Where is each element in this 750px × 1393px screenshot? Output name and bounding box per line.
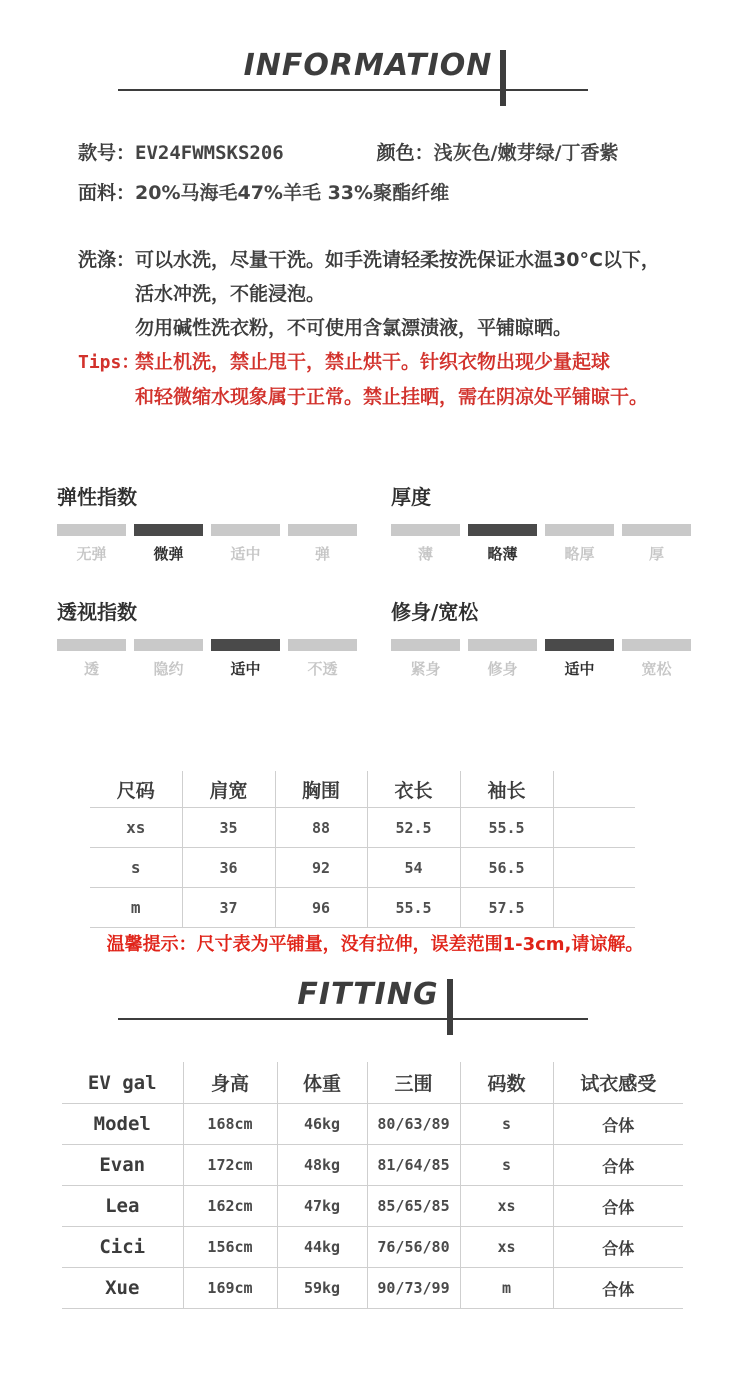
fitting-table-row	[62, 1268, 683, 1309]
fitting-cell: xs	[460, 1186, 553, 1227]
fitting-accent-bar	[447, 979, 453, 1035]
size-table	[90, 771, 635, 928]
fitting-cell: 59kg	[277, 1268, 367, 1309]
fitting-header-cell: EV gal	[62, 1062, 183, 1104]
fitting-title: FITTING	[297, 977, 439, 1012]
indicator-bar	[211, 524, 280, 536]
indicator-bar	[391, 524, 460, 536]
indicator-bar	[57, 524, 126, 536]
tips-line: 和轻微缩水现象属于正常。禁止挂晒，需在阴凉处平铺晾干。	[135, 386, 649, 408]
indicator-bar-selected	[545, 639, 614, 651]
indicator-fit	[391, 599, 691, 679]
fitting-cell: s	[460, 1145, 553, 1186]
information-accent-bar	[500, 50, 506, 106]
indicator-bars	[391, 524, 691, 536]
fitting-cell-name: Evan	[62, 1145, 183, 1186]
fitting-cell-name: Lea	[62, 1186, 183, 1227]
color-item	[377, 142, 619, 164]
fitting-cell-name: Xue	[62, 1268, 183, 1309]
fitting-cell: 168cm	[183, 1104, 277, 1145]
fitting-table-row	[62, 1104, 683, 1145]
indicator-bar	[545, 524, 614, 536]
fitting-cell: m	[460, 1268, 553, 1309]
size-header-cell: 袖长	[460, 771, 553, 808]
indicator-elasticity	[57, 484, 357, 564]
wash-text: 可以水洗，尽量干洗。如手洗请轻柔按洗保证水温30°C以下，	[135, 249, 660, 271]
tips-line	[78, 345, 750, 380]
fitting-cell: 162cm	[183, 1186, 277, 1227]
size-table-header-row	[90, 771, 635, 808]
indicator-bar	[391, 639, 460, 651]
indicator-bar	[622, 524, 691, 536]
indicator-labels	[391, 659, 691, 679]
indicator-bar	[622, 639, 691, 651]
indicator-option-selected: 适中	[564, 660, 595, 678]
indicator-option: 薄	[417, 545, 433, 563]
fitting-header-cell: 码数	[460, 1062, 553, 1104]
indicator-option: 不透	[307, 660, 338, 678]
product-basics	[78, 133, 750, 213]
wash-line	[78, 243, 750, 277]
style-no-value: EV24FWMSKS206	[135, 142, 284, 164]
fitting-cell: 156cm	[183, 1227, 277, 1268]
size-cell: 96	[275, 888, 367, 928]
indicator-bar-selected	[134, 524, 203, 536]
fitting-table	[62, 1062, 683, 1309]
fitting-cell-name: Cici	[62, 1227, 183, 1268]
color-label: 颜色：	[376, 142, 434, 164]
wash-line: 勿用碱性洗衣粉，不可使用含氯漂渍液，平铺晾晒。	[135, 317, 573, 339]
indicator-labels	[57, 659, 357, 679]
fitting-cell: 85/65/85	[367, 1186, 460, 1227]
fitting-table-row	[62, 1145, 683, 1186]
product-info-page	[0, 43, 750, 1309]
indicator-option: 无弹	[76, 545, 107, 563]
fitting-header	[0, 972, 750, 1034]
fitting-cell: 90/73/99	[367, 1268, 460, 1309]
indicator-title: 透视指数	[57, 600, 137, 624]
size-cell: 55.5	[367, 888, 460, 928]
size-cell: 54	[367, 848, 460, 888]
size-header-cell-empty	[553, 771, 635, 808]
tips-label: Tips：	[78, 352, 140, 373]
indicator-option: 透	[83, 660, 99, 678]
indicator-labels	[57, 544, 357, 564]
size-cell: 92	[275, 848, 367, 888]
indicator-bars	[391, 639, 691, 651]
indicator-option: 修身	[487, 660, 518, 678]
indicator-option: 紧身	[410, 660, 441, 678]
size-cell-empty	[553, 808, 635, 848]
fabric-label: 面料：	[78, 182, 136, 204]
fitting-cell-feel: 合体	[553, 1268, 683, 1309]
fitting-cell-feel: 合体	[553, 1104, 683, 1145]
indicator-row-2	[57, 599, 750, 679]
fitting-table-row	[62, 1186, 683, 1227]
tips-text: 禁止机洗，禁止甩干，禁止烘干。针织衣物出现少量起球	[135, 351, 611, 373]
indicator-title: 弹性指数	[57, 485, 137, 509]
indicator-bar	[468, 639, 537, 651]
fitting-cell: s	[460, 1104, 553, 1145]
fitting-cell: 81/64/85	[367, 1145, 460, 1186]
size-cell: xs	[90, 808, 182, 848]
fitting-cell: xs	[460, 1227, 553, 1268]
indicator-bars	[57, 524, 357, 536]
indicator-thickness	[391, 484, 691, 564]
indicator-bar-selected	[468, 524, 537, 536]
indicator-labels	[391, 544, 691, 564]
size-cell-empty	[553, 848, 635, 888]
fitting-cell: 76/56/80	[367, 1227, 460, 1268]
fitting-cell: 44kg	[277, 1227, 367, 1268]
fitting-cell: 48kg	[277, 1145, 367, 1186]
indicator-title: 厚度	[391, 485, 431, 509]
size-cell: m	[90, 888, 182, 928]
wash-label: 洗涤：	[78, 249, 136, 271]
size-header-cell: 尺码	[90, 771, 182, 808]
style-no-label: 款号：	[78, 142, 136, 164]
fitting-table-header-row	[62, 1062, 683, 1104]
fitting-header-cell: 身高	[183, 1062, 277, 1104]
fitting-cell-feel: 合体	[553, 1186, 683, 1227]
size-header-cell: 肩宽	[182, 771, 275, 808]
size-cell: 55.5	[460, 808, 553, 848]
style-and-color-row	[78, 133, 750, 173]
size-cell: 35	[182, 808, 275, 848]
indicator-option: 隐约	[153, 660, 184, 678]
fabric-row	[78, 173, 750, 213]
fitting-cell: 169cm	[183, 1268, 277, 1309]
indicator-bar	[288, 639, 357, 651]
fitting-header-cell: 试衣感受	[553, 1062, 683, 1104]
size-cell: 36	[182, 848, 275, 888]
fitting-cell: 47kg	[277, 1186, 367, 1227]
indicator-bar	[57, 639, 126, 651]
fitting-cell-name: Model	[62, 1104, 183, 1145]
fitting-cell: 46kg	[277, 1104, 367, 1145]
indicator-option: 宽松	[641, 660, 672, 678]
indicator-option: 弹	[314, 545, 330, 563]
indicator-option: 略厚	[564, 545, 595, 563]
size-header-cell: 胸围	[275, 771, 367, 808]
indicator-option-selected: 略薄	[487, 545, 518, 563]
fitting-cell-feel: 合体	[553, 1145, 683, 1186]
indicator-transparency	[57, 599, 357, 679]
fitting-header-cell: 体重	[277, 1062, 367, 1104]
size-cell-empty	[553, 888, 635, 928]
size-table-row	[90, 848, 635, 888]
indicator-bar	[288, 524, 357, 536]
indicator-bar-selected	[211, 639, 280, 651]
fitting-table-row	[62, 1227, 683, 1268]
color-value: 浅灰色/嫩芽绿/丁香紫	[433, 142, 619, 164]
size-table-row	[90, 888, 635, 928]
indicator-option-selected: 微弹	[153, 545, 184, 563]
fitting-cell: 172cm	[183, 1145, 277, 1186]
size-table-row	[90, 808, 635, 848]
washing-instructions	[78, 243, 750, 414]
information-title: INFORMATION	[243, 48, 493, 83]
size-header-cell: 衣长	[367, 771, 460, 808]
style-no-item	[78, 133, 370, 173]
information-header	[0, 43, 750, 105]
indicator-option: 适中	[230, 545, 261, 563]
fitting-cell-feel: 合体	[553, 1227, 683, 1268]
fitting-cell: 80/63/89	[367, 1104, 460, 1145]
indicator-bars	[57, 639, 357, 651]
indicator-option-selected: 适中	[230, 660, 261, 678]
indicator-bar	[134, 639, 203, 651]
indicator-option: 厚	[648, 545, 664, 563]
indicator-title: 修身/宽松	[391, 600, 479, 624]
size-cell: 56.5	[460, 848, 553, 888]
fitting-header-cell: 三围	[367, 1062, 460, 1104]
size-cell: 52.5	[367, 808, 460, 848]
size-note: 温馨提示：尺寸表为平铺量，没有拉伸，误差范围1-3cm,请谅解。	[106, 934, 644, 955]
wash-line: 活水冲洗，不能浸泡。	[135, 283, 326, 305]
size-cell: 57.5	[460, 888, 553, 928]
fabric-value: 20%马海毛47%羊毛 33%聚酯纤维	[135, 182, 450, 204]
size-cell: 37	[182, 888, 275, 928]
size-cell: s	[90, 848, 182, 888]
indicator-row-1	[57, 484, 750, 564]
size-cell: 88	[275, 808, 367, 848]
